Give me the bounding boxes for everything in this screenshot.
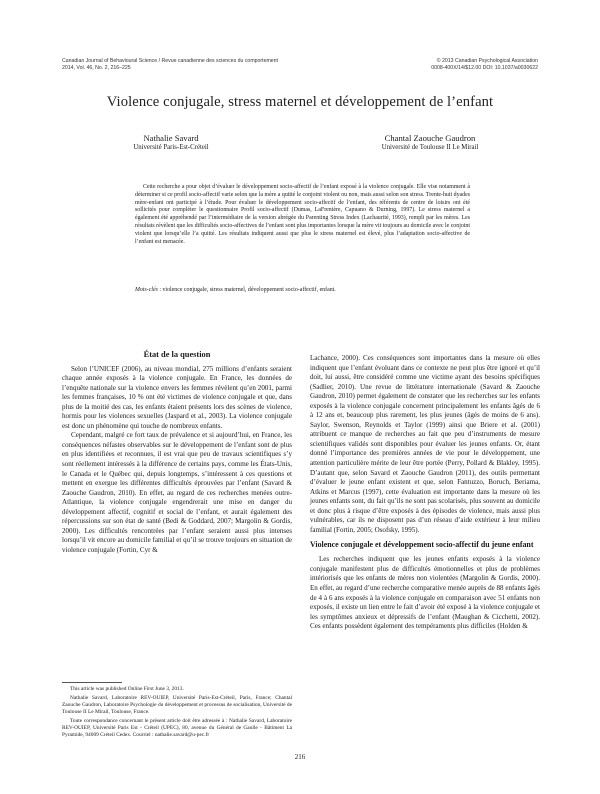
section-heading: État de la question — [143, 350, 211, 359]
subsection-heading: Violence conjugale et développement socio-affectif du jeune enfant — [310, 540, 534, 550]
body-paragraph: Cependant, malgré ce fort taux de prévalence et si aujourd’hui, en France, les conséquences néfastes observables sur le développement de l’enfant sont de plus en plus identifiées et reconnues, il est vrai que peu de travaux scientifiques s’y sont réellement intéressés à la différence de certains pays, comme les États-Unis, le Canada et le Québec qui, depuis longtemps, s’intéressent à ces questions et mettent en exergue les différentes difficultés éprouvées par l’enfant (Savard & Zaouche Gaudron, 2010). En effet, au regard de ces recherches menées outre-Atlantique, la violence conjugale engendrerait une mise en danger du développement affectif, cognitif et social de l’enfant, et aurait également des répercussions sur son état de santé (Bedi & Goddard, 2007; Margolin & Gordis, 2000). Les difficultés rencontrées par l’enfant seraient aussi plus intenses lorsqu’il vit encore au domicile familial et qu’il se trouve toujours en situation de violence conjugale (Fortin, Cyr & — [62, 431, 292, 554]
journal-header-right — [431, 58, 538, 71]
author-block-1 — [92, 133, 250, 152]
body-paragraph: Selon l’UNICEF (2006), au niveau mondial, 275 millions d’enfants seraient chaque année exposés à la violence conjugale. En France, les données de l’enquête nationale sur la violence envers les femmes révèlent qu’en 2001, parmi les femmes françaises, 10 % ont été victimes de violence conjugale et que, dans plus de la moitié des cas, les enfants étaient présents lors des scènes de violence, hormis pour les violences sexuelles (Jaspard et al., 2003). La violence conjugale est donc un phénomène qui touche de nombreux enfants. — [62, 364, 292, 430]
footnote: Nathalie Savard, Laboratoire REV-OUIEP, Université Paris-Est-Créteil, Paris, France; Chantal Zaouche Gaudron, Laboratoire Psychologie du développement et processus de socialisation, Université de Toulouse II Le Mirail, Toulouse, France. — [62, 695, 292, 715]
abstract-text: Cette recherche a pour objet d’évaluer le développement socio-affectif de l’enfant exposé à la violence conjugale. Elle vise notamment à déterminer si ce profil socio-affectif varie selon que la mère a quitté le conjoint violent ou non, mais aussi selon son stress. Trente-huit dyades mère-enfant ont participé à l’étude. Pour évaluer le développement socio-affectif de l’enfant, des référents de centre de loisirs ont été sollicités pour compléter le questionnaire Profil socio-affectif (Dumas, LaFrenière, Capuano & Durning, 1997). Le stress maternel a également été appréhendé par l’intermédiaire de la version abrégée du Parenting Stress Index (Lachaurité, 1993), rempli par les mères. Les résultats révèlent que les difficultés socio-affectives de l’enfant sont plus importantes lorsque la mère vit toujours au domicile avec le conjoint violent que lorsqu’elle l’a quitté. Les résultats indiquent aussi que plus le stress maternel est élevé, plus l’adaptation socio-affective de l’enfant est menacée. — [135, 184, 470, 245]
journal-name: Canadian Journal of Behavioural Science / Revue canadienne des sciences du comportement — [62, 58, 278, 64]
abstract — [135, 184, 470, 246]
author-block-2 — [330, 133, 530, 152]
footnote: This article was published Online First June 3, 2013. — [70, 686, 184, 692]
author-affiliation: Université de Toulouse II Le Mirail — [381, 144, 479, 151]
footnote-rule — [62, 682, 122, 683]
author-name: Nathalie Savard — [143, 133, 199, 143]
keywords-label: Mots-clés — [135, 287, 158, 293]
left-column — [62, 350, 292, 555]
page-number: 216 — [294, 753, 306, 761]
body-paragraph: Les recherches indiquent que les jeunes enfants exposés à la violence conjugale manifestent plus de difficultés émotionnelles et plus de problèmes intériorisés que les enfants de mères non violentées (Margolin & Gordis, 2000). En effet, au regard d’une recherche comparative menée auprès de 88 enfants âgés de 4 à 6 ans exposés à la violence conjugale en comparaison avec 51 enfants non exposés, il existe un lien entre le fait d’avoir été exposé à la violence conjugale et les symptômes anxieux et dépressifs de l’enfant (Maughan & Cicchetti, 2002). Ces enfants possèdent également des tempéraments plus difficiles (Holden & — [310, 555, 540, 631]
right-column — [310, 354, 540, 632]
footnote: Toute correspondance concernant le présent article doit être adressée à : Nathalie Savard, Laboratoire REV-OUIEP, Université Paris Est - Créteil (UPEC), 80, avenue du Général de Gaulle - Bâtiment La Pyramide, 94009 Créteil Cedex. Courriel : nathalie.savard@u-pec.fr — [62, 718, 292, 738]
doi-line: 0008-400X/14/$12.00 DOI: 10.1037/a0030622 — [431, 64, 538, 71]
journal-volume: 2014, Vol. 46, No. 2, 216–225 — [62, 64, 131, 71]
copyright-line: © 2013 Canadian Psychological Association — [436, 58, 538, 64]
keywords — [135, 287, 470, 295]
author-name: Chantal Zaouche Gaudron — [384, 133, 476, 143]
author-affiliation: Université Paris-Est-Créteil — [133, 144, 209, 151]
journal-header-left — [62, 58, 278, 71]
article-title: Violence conjugale, stress maternel et développement de l’enfant — [106, 94, 494, 110]
footnotes — [62, 682, 292, 741]
keywords-text: : violence conjugale, stress maternel, développement socio-affectif, enfant. — [157, 287, 336, 293]
body-paragraph: Lachance, 2000). Ces conséquences sont importantes dans la mesure où elles indiquent que l’enfant évoluant dans ce contexte ne peut plus être ignoré et qu’il doit, lui aussi, être considéré comme une victime ayant des besoins spécifiques (Sadlier, 2010). Une revue de littérature internationale (Savard & Zaouche Gaudron, 2010) permet également de constater que les recherches sur les enfants exposés à la violence conjugale concernent principalement les enfants âgés de 6 à 12 ans et, beaucoup plus rarement, les plus jeunes (âgés de moins de 6 ans). Saylor, Swenson, Reynolds et Taylor (1999) ainsi que Briere et al. (2001) attribuent ce manque de recherches au fait que peu d’instruments de mesure scientifiques validés sont disponibles pour évaluer les jeunes enfants. Or, étant donné l’importance des premières années de vie pour le développement, une attention particulière mérite de leur être portée (Perry, Pollard & Blakley, 1995). D’autant que, selon Savard et Zaouche Gaudron (2011), des outils permettant d’évaluer le jeune enfant existent et que, selon Fantuzzo, Boruch, Beriama, Atkins et Marcus (1997), cette évaluation est importante dans la mesure où les jeunes enfants sont, du fait qu’ils ne sont pas scolarisés, plus souvent au domicile et donc plus à risque d’être exposés à des épisodes de violence, mais aussi plus vulnérables, car ils ne disposent pas d’un réseau d’aide extérieur à leur milieu familial (Fortin, 2005; Osofsky, 1995). — [310, 354, 540, 534]
